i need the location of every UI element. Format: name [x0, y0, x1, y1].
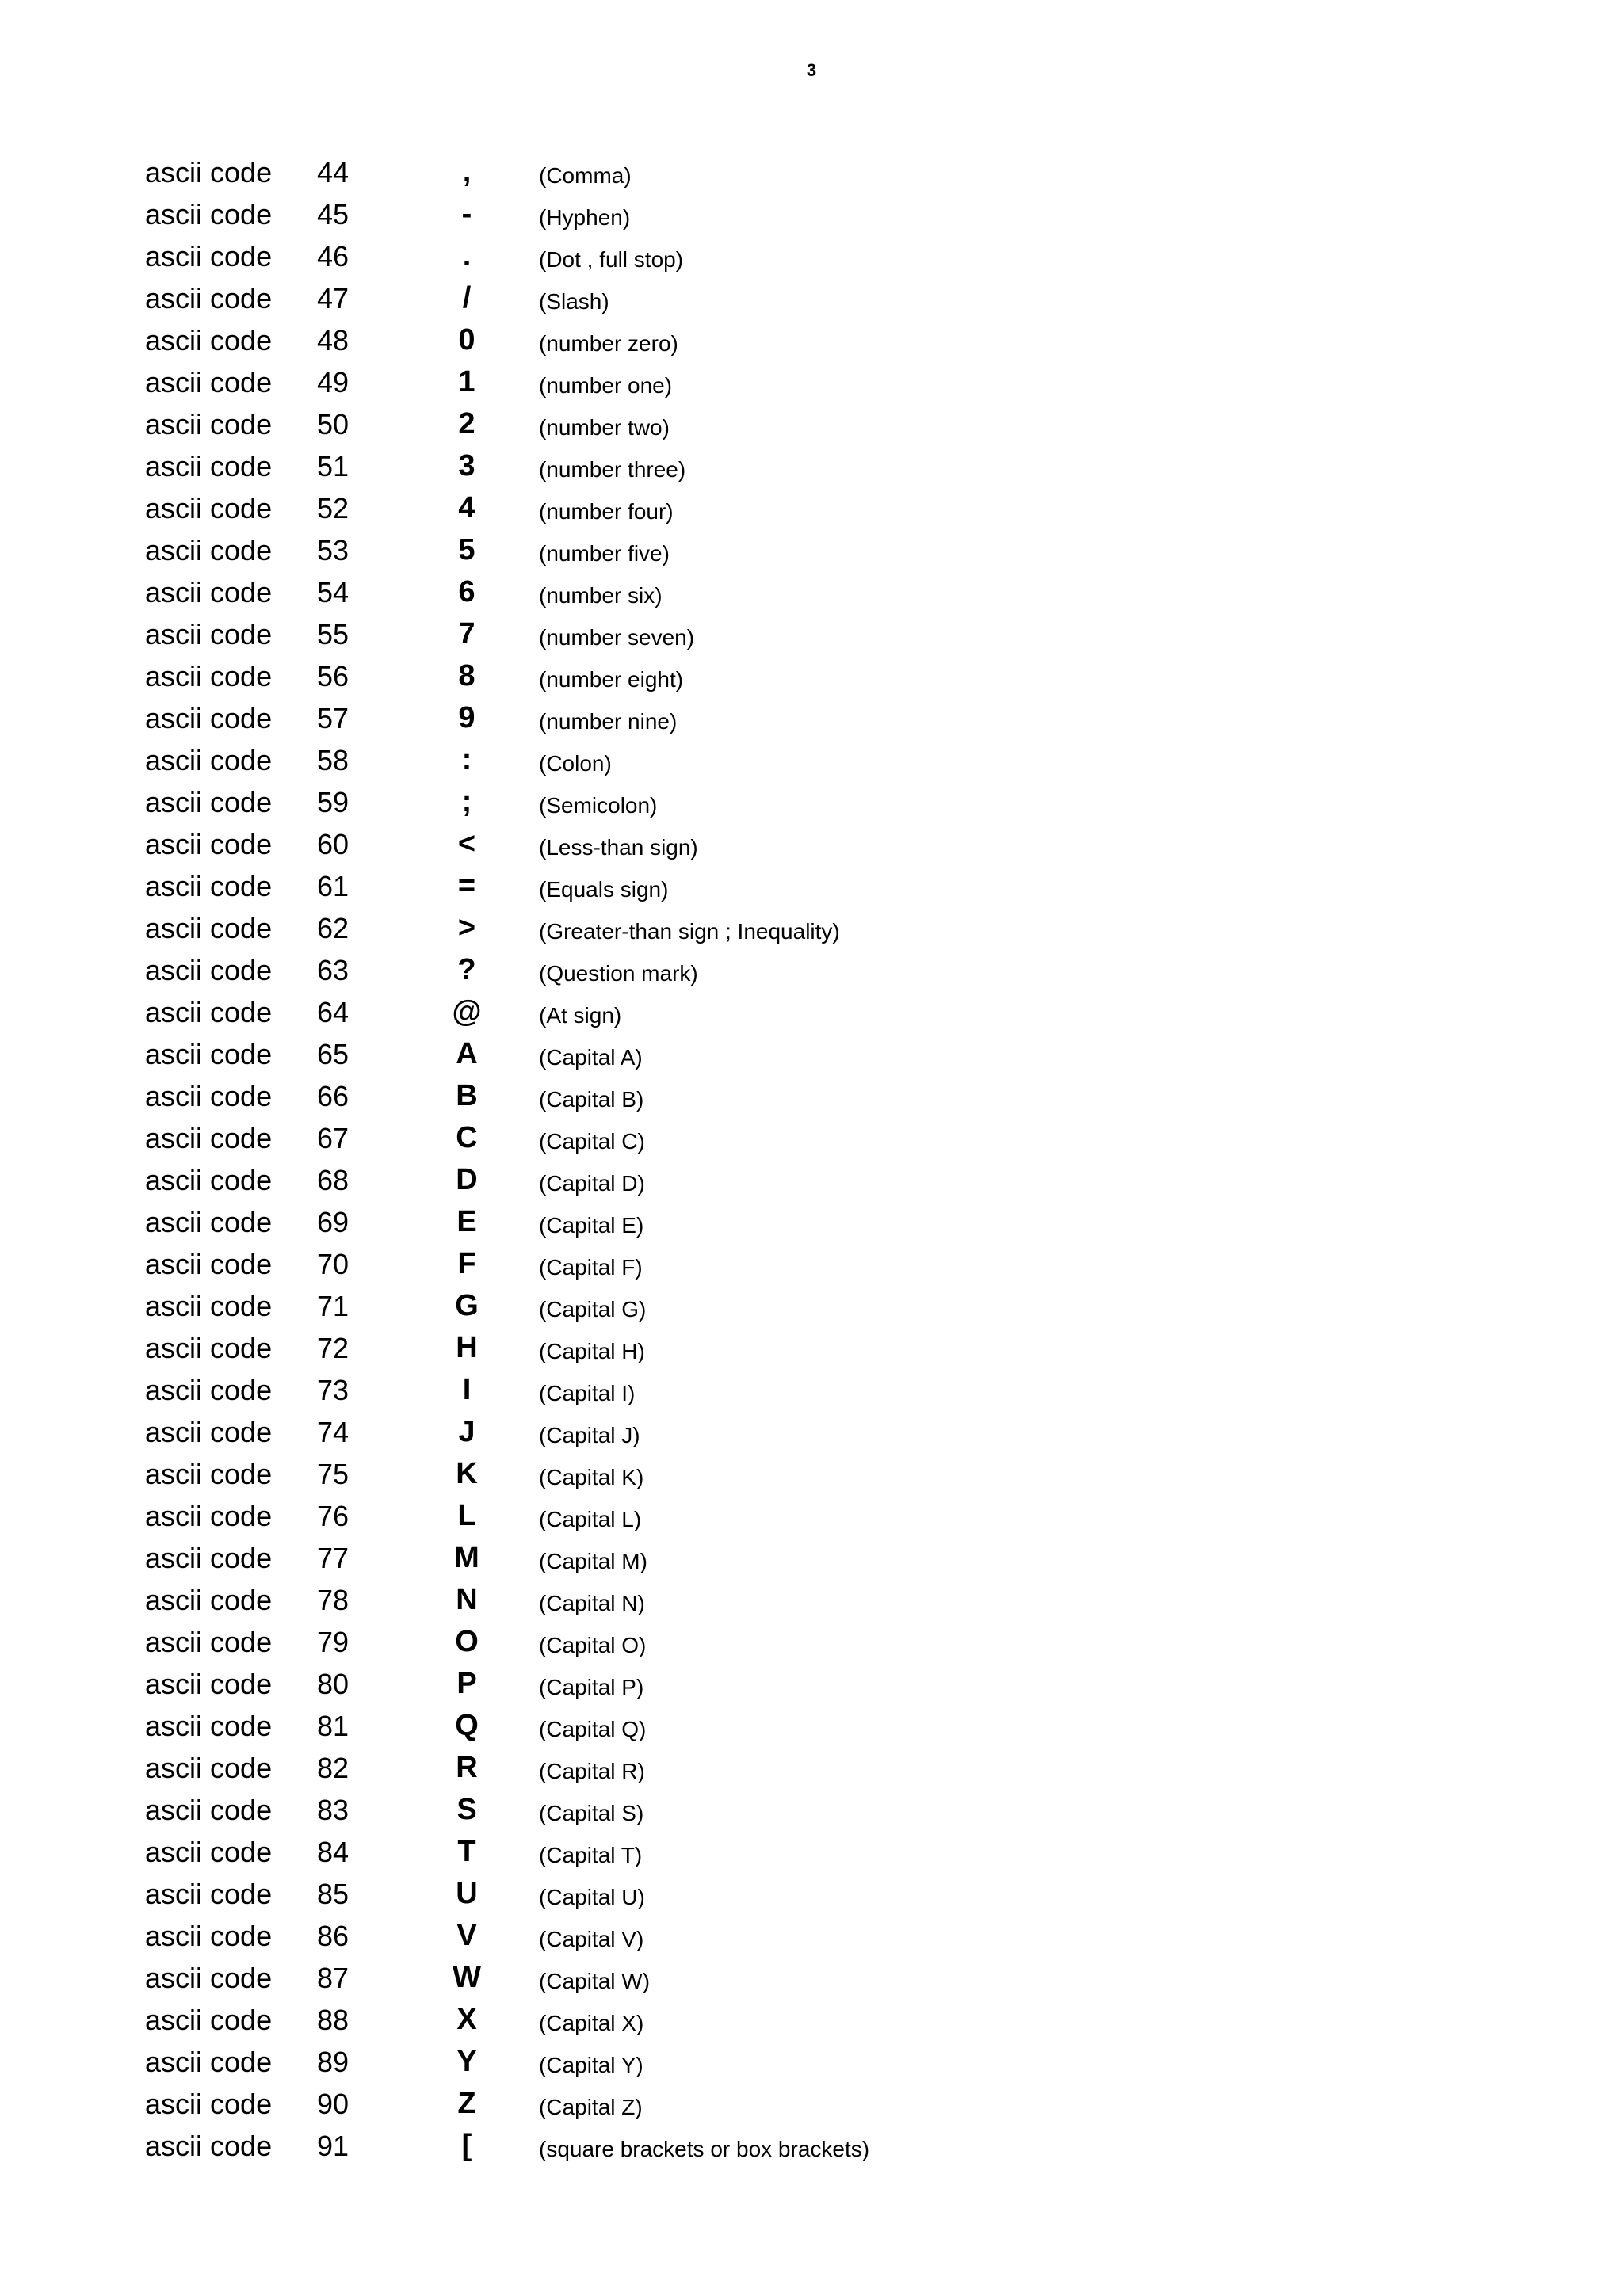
ascii-character: [	[461, 2129, 472, 2162]
ascii-character: 9	[458, 701, 475, 734]
ascii-code-number: 84	[317, 1836, 349, 1868]
table-row	[145, 1453, 1334, 1495]
character-description: (number five)	[539, 541, 670, 566]
ascii-character: @	[452, 995, 482, 1028]
character-description: (Slash)	[539, 289, 609, 314]
ascii-code-number: 86	[317, 1920, 349, 1952]
ascii-code-label: ascii code	[145, 1626, 273, 1658]
ascii-code-label: ascii code	[145, 576, 273, 608]
table-row	[145, 1705, 1334, 1747]
ascii-code-number: 51	[317, 450, 349, 482]
character-description: (Capital I)	[539, 1381, 636, 1405]
ascii-code-label: ascii code	[145, 1584, 273, 1616]
character-description: (Dot , full stop)	[539, 247, 684, 272]
ascii-code-number: 48	[317, 324, 349, 357]
ascii-code-label: ascii code	[145, 870, 273, 902]
ascii-code-label: ascii code	[145, 1878, 273, 1910]
character-description: (Capital V)	[539, 1927, 644, 1951]
ascii-character: :	[461, 743, 472, 776]
ascii-code-label: ascii code	[145, 1542, 273, 1574]
character-description: (number zero)	[539, 331, 678, 356]
ascii-code-number: 67	[317, 1122, 349, 1154]
ascii-code-number: 90	[317, 2088, 349, 2120]
character-description: (Capital Z)	[539, 2095, 643, 2119]
ascii-code-label: ascii code	[145, 1038, 273, 1070]
ascii-code-number: 62	[317, 912, 349, 944]
ascii-character: K	[456, 1457, 478, 1490]
ascii-character: L	[457, 1499, 476, 1532]
table-row	[145, 1411, 1334, 1453]
character-description: (Capital Y)	[539, 2053, 643, 2077]
character-description: (number four)	[539, 499, 674, 524]
character-description: (Capital P)	[539, 1675, 644, 1699]
ascii-code-table	[145, 151, 1334, 2167]
ascii-code-label: ascii code	[145, 1332, 273, 1364]
table-row	[145, 739, 1334, 781]
ascii-code-number: 91	[317, 2130, 349, 2162]
ascii-code-label: ascii code	[145, 1794, 273, 1826]
ascii-code-number: 72	[317, 1332, 349, 1364]
table-row	[145, 1243, 1334, 1285]
ascii-code-label: ascii code	[145, 954, 273, 986]
ascii-character: A	[456, 1037, 478, 1070]
character-description: (Capital O)	[539, 1633, 647, 1657]
ascii-code-number: 69	[317, 1206, 349, 1238]
ascii-code-number: 81	[317, 1710, 349, 1742]
ascii-code-label: ascii code	[145, 1374, 273, 1406]
table-row	[145, 1789, 1334, 1831]
ascii-character: O	[455, 1625, 479, 1658]
ascii-code-number: 89	[317, 2046, 349, 2078]
ascii-code-label: ascii code	[145, 1836, 273, 1868]
table-row	[145, 697, 1334, 739]
ascii-code-number: 49	[317, 366, 349, 399]
ascii-code-number: 80	[317, 1668, 349, 1700]
ascii-code-label: ascii code	[145, 240, 273, 273]
ascii-code-number: 52	[317, 492, 349, 524]
ascii-character: N	[456, 1583, 478, 1616]
table-row	[145, 655, 1334, 697]
ascii-character: G	[455, 1289, 479, 1322]
ascii-character: /	[462, 281, 472, 315]
page-number: 3	[806, 60, 817, 80]
ascii-code-number: 50	[317, 408, 349, 441]
character-description: (Capital S)	[539, 1801, 644, 1825]
ascii-code-number: 78	[317, 1584, 349, 1616]
ascii-code-number: 65	[317, 1038, 349, 1070]
ascii-code-label: ascii code	[145, 2130, 273, 2162]
ascii-code-number: 66	[317, 1080, 349, 1112]
ascii-character: Y	[456, 2045, 477, 2078]
table-row	[145, 1201, 1334, 1243]
character-description: (Question mark)	[539, 961, 698, 986]
ascii-code-label: ascii code	[145, 912, 273, 944]
ascii-character: .	[462, 239, 472, 273]
ascii-character: B	[456, 1079, 478, 1112]
ascii-code-label: ascii code	[145, 492, 273, 524]
table-row	[145, 1537, 1334, 1579]
table-row	[145, 865, 1334, 907]
ascii-character: E	[456, 1205, 477, 1238]
ascii-code-number: 75	[317, 1458, 349, 1490]
character-description: (Capital H)	[539, 1339, 645, 1363]
ascii-character: 2	[458, 407, 475, 441]
character-description: (Semicolon)	[539, 793, 658, 818]
ascii-code-label: ascii code	[145, 786, 273, 818]
character-description: (Capital L)	[539, 1507, 642, 1531]
ascii-code-number: 70	[317, 1248, 349, 1280]
ascii-code-number: 60	[317, 828, 349, 860]
table-row	[145, 1747, 1334, 1789]
ascii-code-number: 47	[317, 282, 349, 315]
ascii-character: P	[456, 1667, 477, 1700]
ascii-code-number: 79	[317, 1626, 349, 1658]
ascii-code-label: ascii code	[145, 156, 273, 189]
character-description: (At sign)	[539, 1003, 622, 1028]
table-row	[145, 1369, 1334, 1411]
table-row	[145, 151, 1334, 193]
table-row	[145, 193, 1334, 235]
ascii-code-number: 87	[317, 1962, 349, 1994]
character-description: (square brackets or box brackets)	[539, 2137, 870, 2161]
ascii-character: F	[457, 1247, 476, 1280]
table-row	[145, 1621, 1334, 1663]
character-description: (Capital T)	[539, 1843, 643, 1867]
ascii-code-number: 58	[317, 744, 349, 776]
ascii-character: M	[454, 1541, 479, 1574]
table-row	[145, 235, 1334, 277]
ascii-code-number: 45	[317, 198, 349, 231]
table-row	[145, 823, 1334, 865]
ascii-character: 4	[458, 491, 475, 524]
ascii-code-label: ascii code	[145, 1752, 273, 1784]
ascii-code-number: 44	[317, 156, 349, 189]
ascii-character: 6	[458, 575, 475, 608]
ascii-code-number: 61	[317, 870, 349, 902]
ascii-character: -	[461, 197, 472, 231]
table-row	[145, 613, 1334, 655]
ascii-character: 5	[458, 533, 475, 566]
ascii-character: U	[456, 1877, 478, 1910]
character-description: (number eight)	[539, 667, 684, 692]
character-description: (number nine)	[539, 709, 678, 734]
ascii-character: 7	[458, 617, 475, 650]
character-description: (Capital U)	[539, 1885, 645, 1909]
ascii-code-number: 54	[317, 576, 349, 608]
character-description: (Capital X)	[539, 2011, 644, 2035]
ascii-code-label: ascii code	[145, 2046, 273, 2078]
character-description: (number two)	[539, 415, 670, 440]
ascii-code-label: ascii code	[145, 1122, 273, 1154]
table-row	[145, 1663, 1334, 1705]
table-row	[145, 2083, 1334, 2125]
ascii-code-number: 76	[317, 1500, 349, 1532]
ascii-code-number: 82	[317, 1752, 349, 1784]
character-description: (number three)	[539, 457, 686, 482]
ascii-code-label: ascii code	[145, 324, 273, 357]
ascii-code-label: ascii code	[145, 198, 273, 231]
ascii-code-number: 46	[317, 240, 349, 273]
character-description: (Capital N)	[539, 1591, 645, 1615]
ascii-character: C	[456, 1121, 478, 1154]
ascii-character: J	[458, 1415, 475, 1448]
ascii-code-label: ascii code	[145, 1920, 273, 1952]
table-row	[145, 1915, 1334, 1957]
ascii-code-label: ascii code	[145, 828, 273, 860]
character-description: (number six)	[539, 583, 663, 608]
ascii-code-label: ascii code	[145, 534, 273, 566]
character-description: (Capital M)	[539, 1549, 647, 1573]
table-row	[145, 487, 1334, 529]
ascii-character: 8	[458, 659, 475, 692]
ascii-character: 3	[458, 449, 475, 482]
ascii-code-label: ascii code	[145, 1668, 273, 1700]
ascii-code-label: ascii code	[145, 1080, 273, 1112]
table-row	[145, 1999, 1334, 2041]
character-description: (number one)	[539, 373, 673, 398]
table-row	[145, 1159, 1334, 1201]
ascii-character: ;	[461, 785, 472, 818]
character-description: (Greater-than sign ; Inequality)	[539, 919, 840, 944]
ascii-code-label: ascii code	[145, 408, 273, 441]
character-description: (Capital K)	[539, 1465, 644, 1489]
character-description: (Capital C)	[539, 1129, 645, 1154]
table-row	[145, 1033, 1334, 1075]
ascii-code-label: ascii code	[145, 1248, 273, 1280]
ascii-character: 1	[458, 365, 475, 399]
ascii-character: <	[457, 827, 476, 860]
character-description: (Capital J)	[539, 1423, 640, 1447]
table-row	[145, 2041, 1334, 2083]
ascii-character: =	[457, 869, 476, 902]
character-description: (Comma)	[539, 163, 632, 188]
table-row	[145, 319, 1334, 361]
table-row	[145, 781, 1334, 823]
character-description: (number seven)	[539, 625, 695, 650]
ascii-character: R	[456, 1751, 478, 1784]
table-row	[145, 2125, 1334, 2167]
ascii-code-number: 74	[317, 1416, 349, 1448]
ascii-code-number: 68	[317, 1164, 349, 1196]
ascii-character: Q	[455, 1709, 479, 1742]
table-row	[145, 991, 1334, 1033]
table-row	[145, 1495, 1334, 1537]
ascii-code-number: 59	[317, 786, 349, 818]
ascii-character: 0	[458, 323, 475, 357]
ascii-code-label: ascii code	[145, 2004, 273, 2036]
table-row	[145, 949, 1334, 991]
ascii-code-label: ascii code	[145, 1164, 273, 1196]
ascii-code-number: 53	[317, 534, 349, 566]
ascii-character: D	[456, 1163, 478, 1196]
ascii-character: H	[456, 1331, 478, 1364]
ascii-character: X	[456, 2003, 477, 2036]
character-description: (Capital W)	[539, 1969, 651, 1993]
ascii-code-number: 73	[317, 1374, 349, 1406]
ascii-code-number: 88	[317, 2004, 349, 2036]
table-row	[145, 529, 1334, 571]
ascii-code-label: ascii code	[145, 1416, 273, 1448]
character-description: (Capital Q)	[539, 1717, 647, 1741]
table-row	[145, 1579, 1334, 1621]
ascii-code-number: 85	[317, 1878, 349, 1910]
table-row	[145, 1831, 1334, 1873]
ascii-code-label: ascii code	[145, 2088, 273, 2120]
table-row	[145, 1075, 1334, 1117]
character-description: (Capital R)	[539, 1759, 645, 1783]
ascii-code-number: 64	[317, 996, 349, 1028]
ascii-code-label: ascii code	[145, 282, 273, 315]
ascii-character: ,	[462, 155, 472, 189]
table-row	[145, 403, 1334, 445]
ascii-code-number: 71	[317, 1290, 349, 1322]
ascii-code-label: ascii code	[145, 1290, 273, 1322]
ascii-code-label: ascii code	[145, 366, 273, 399]
ascii-code-label: ascii code	[145, 618, 273, 650]
ascii-code-label: ascii code	[145, 660, 273, 692]
ascii-code-number: 57	[317, 702, 349, 734]
character-description: (Capital F)	[539, 1255, 643, 1280]
ascii-code-label: ascii code	[145, 1500, 273, 1532]
table-row	[145, 1117, 1334, 1159]
ascii-character: I	[462, 1373, 472, 1406]
ascii-character: ?	[457, 953, 476, 986]
table-row	[145, 361, 1334, 403]
ascii-code-number: 63	[317, 954, 349, 986]
ascii-character: T	[457, 1835, 476, 1868]
ascii-code-number: 83	[317, 1794, 349, 1826]
character-description: (Capital E)	[539, 1213, 644, 1238]
character-description: (Capital A)	[539, 1045, 643, 1070]
ascii-code-label: ascii code	[145, 450, 273, 482]
ascii-code-label: ascii code	[145, 702, 273, 734]
table-row	[145, 445, 1334, 487]
table-row	[145, 571, 1334, 613]
ascii-character: V	[456, 1919, 477, 1952]
character-description: (Capital D)	[539, 1171, 645, 1196]
table-row	[145, 1285, 1334, 1327]
character-description: (Equals sign)	[539, 877, 669, 902]
character-description: (Capital G)	[539, 1297, 647, 1322]
ascii-code-number: 77	[317, 1542, 349, 1574]
ascii-code-number: 55	[317, 618, 349, 650]
character-description: (Capital B)	[539, 1087, 644, 1112]
ascii-code-label: ascii code	[145, 996, 273, 1028]
ascii-code-label: ascii code	[145, 1710, 273, 1742]
ascii-code-label: ascii code	[145, 1206, 273, 1238]
ascii-character: >	[457, 911, 476, 944]
table-row	[145, 1957, 1334, 1999]
ascii-character: W	[453, 1961, 481, 1994]
ascii-code-label: ascii code	[145, 1962, 273, 1994]
ascii-character: S	[456, 1793, 477, 1826]
ascii-code-label: ascii code	[145, 1458, 273, 1490]
table-row	[145, 907, 1334, 949]
ascii-character: Z	[457, 2087, 476, 2120]
table-row	[145, 1327, 1334, 1369]
ascii-code-label: ascii code	[145, 744, 273, 776]
ascii-code-number: 56	[317, 660, 349, 692]
table-row	[145, 277, 1334, 319]
character-description: (Less-than sign)	[539, 835, 698, 860]
table-row	[145, 1873, 1334, 1915]
character-description: (Colon)	[539, 751, 612, 776]
character-description: (Hyphen)	[539, 205, 631, 230]
